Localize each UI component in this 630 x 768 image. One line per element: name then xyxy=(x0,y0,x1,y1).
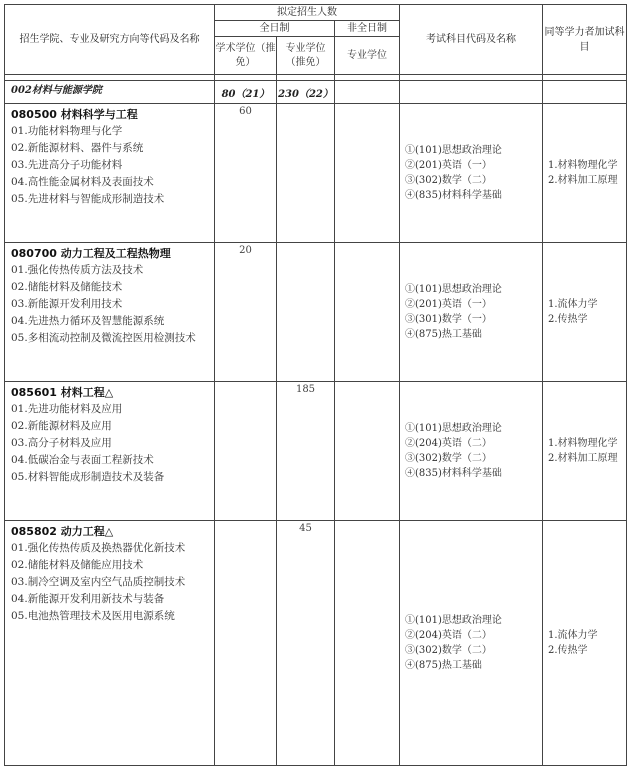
extra-subject: 1.流体力学 xyxy=(548,299,598,310)
research-direction: 05.多相流动控制及微流控医用检测技术 xyxy=(11,332,196,344)
major-title: 085601 材料工程△ xyxy=(11,386,114,399)
extra-subjects xyxy=(543,521,627,766)
research-direction: 04.新能源开发利用新技术与装备 xyxy=(11,593,165,605)
research-direction: 01.强化传热传质及换热器优化新技术 xyxy=(11,542,186,554)
header-extra: 同等学力者加试科目 xyxy=(543,5,627,75)
major-row xyxy=(5,243,627,382)
exam-subject: ①(101)思想政治理论 xyxy=(405,284,502,295)
exam-subjects xyxy=(400,243,543,382)
research-direction: 05.电池热管理技术及医用电源系统 xyxy=(11,610,175,622)
exam-subject: ④(835)材料科学基础 xyxy=(405,468,502,479)
extra-subject: 2.传热学 xyxy=(548,645,588,656)
major-title: 080500 材料科学与工程 xyxy=(11,108,138,121)
major-row xyxy=(5,382,627,521)
header-academic: 学术学位（推免） xyxy=(215,37,277,75)
research-direction: 04.低碳冶金与表面工程新技术 xyxy=(11,454,154,466)
exam-subject: ②(204)英语（二） xyxy=(405,438,492,449)
exam-subject: ③(302)数学（二） xyxy=(405,175,492,186)
extra-subjects xyxy=(543,243,627,382)
exam-subject: ③(302)数学（二） xyxy=(405,453,492,464)
college-name: 002材料与能源学院 xyxy=(5,81,215,104)
major-row xyxy=(5,104,627,243)
extra-subject: 2.材料加工原理 xyxy=(548,453,618,464)
header-professional-ft: 专业学位（推免） xyxy=(277,37,335,75)
research-direction: 04.先进热力循环及智慧能源系统 xyxy=(11,315,165,327)
college-professional-quota: 230（22） xyxy=(277,81,335,104)
research-direction: 03.高分子材料及应用 xyxy=(11,437,112,449)
header-professional-pt: 专业学位 xyxy=(335,37,400,75)
research-direction: 05.先进材料与智能成形制造技术 xyxy=(11,193,165,205)
academic-quota xyxy=(215,521,277,766)
research-direction: 02.储能材料及储能技术 xyxy=(11,281,123,293)
academic-quota: 20 xyxy=(215,243,277,382)
exam-subjects xyxy=(400,382,543,521)
header-major: 招生学院、专业及研究方向等代码及名称 xyxy=(5,5,215,75)
exam-subject: ①(101)思想政治理论 xyxy=(405,423,502,434)
academic-quota xyxy=(215,382,277,521)
exam-subject: ①(101)思想政治理论 xyxy=(405,615,502,626)
major-title: 080700 动力工程及工程热物理 xyxy=(11,247,171,260)
exam-subject: ④(875)热工基础 xyxy=(405,329,482,340)
header-exam: 考试科目代码及名称 xyxy=(400,5,543,75)
exam-subjects xyxy=(400,521,543,766)
extra-subject: 1.材料物理化学 xyxy=(548,160,618,171)
academic-quota: 60 xyxy=(215,104,277,243)
research-direction: 04.高性能金属材料及表面技术 xyxy=(11,176,154,188)
research-direction: 03.制冷空调及室内空气品质控制技术 xyxy=(11,576,186,588)
research-direction: 03.先进高分子功能材料 xyxy=(11,159,123,171)
major-title: 085802 动力工程△ xyxy=(11,525,114,538)
research-direction: 01.先进功能材料及应用 xyxy=(11,403,123,415)
research-direction: 01.功能材料物理与化学 xyxy=(11,125,123,137)
extra-subject: 1.材料物理化学 xyxy=(548,438,618,449)
exam-subject: ②(201)英语（一） xyxy=(405,299,492,310)
header-parttime: 非全日制 xyxy=(335,21,400,37)
extra-subject: 2.材料加工原理 xyxy=(548,175,618,186)
header-fulltime: 全日制 xyxy=(215,21,335,37)
exam-subject: ④(875)热工基础 xyxy=(405,660,482,671)
research-direction: 02.新能源材料、器件与系统 xyxy=(11,142,144,154)
research-direction: 02.储能材料及储能应用技术 xyxy=(11,559,144,571)
exam-subjects xyxy=(400,104,543,243)
extra-subjects xyxy=(543,382,627,521)
extra-subject: 2.传热学 xyxy=(548,314,588,325)
exam-subject: ③(302)数学（二） xyxy=(405,645,492,656)
professional-quota: 185 xyxy=(277,382,335,521)
enrollment-table xyxy=(4,4,627,766)
college-academic-quota: 80（21） xyxy=(215,81,277,104)
research-direction: 01.强化传热传质方法及技术 xyxy=(11,264,144,276)
major-row xyxy=(5,521,627,766)
exam-subject: ②(204)英语（二） xyxy=(405,630,492,641)
exam-subject: ④(835)材料科学基础 xyxy=(405,190,502,201)
extra-subject: 1.流体力学 xyxy=(548,630,598,641)
professional-quota: 45 xyxy=(277,521,335,766)
professional-quota xyxy=(277,243,335,382)
exam-subject: ①(101)思想政治理论 xyxy=(405,145,502,156)
research-direction: 02.新能源材料及应用 xyxy=(11,420,112,432)
research-direction: 03.新能源开发利用技术 xyxy=(11,298,123,310)
header-quota: 拟定招生人数 xyxy=(215,5,400,21)
exam-subject: ②(201)英语（一） xyxy=(405,160,492,171)
college-row xyxy=(5,81,627,104)
professional-quota xyxy=(277,104,335,243)
extra-subjects xyxy=(543,104,627,243)
research-direction: 05.材料智能成形制造技术及装备 xyxy=(11,471,165,483)
exam-subject: ③(301)数学（一） xyxy=(405,314,492,325)
